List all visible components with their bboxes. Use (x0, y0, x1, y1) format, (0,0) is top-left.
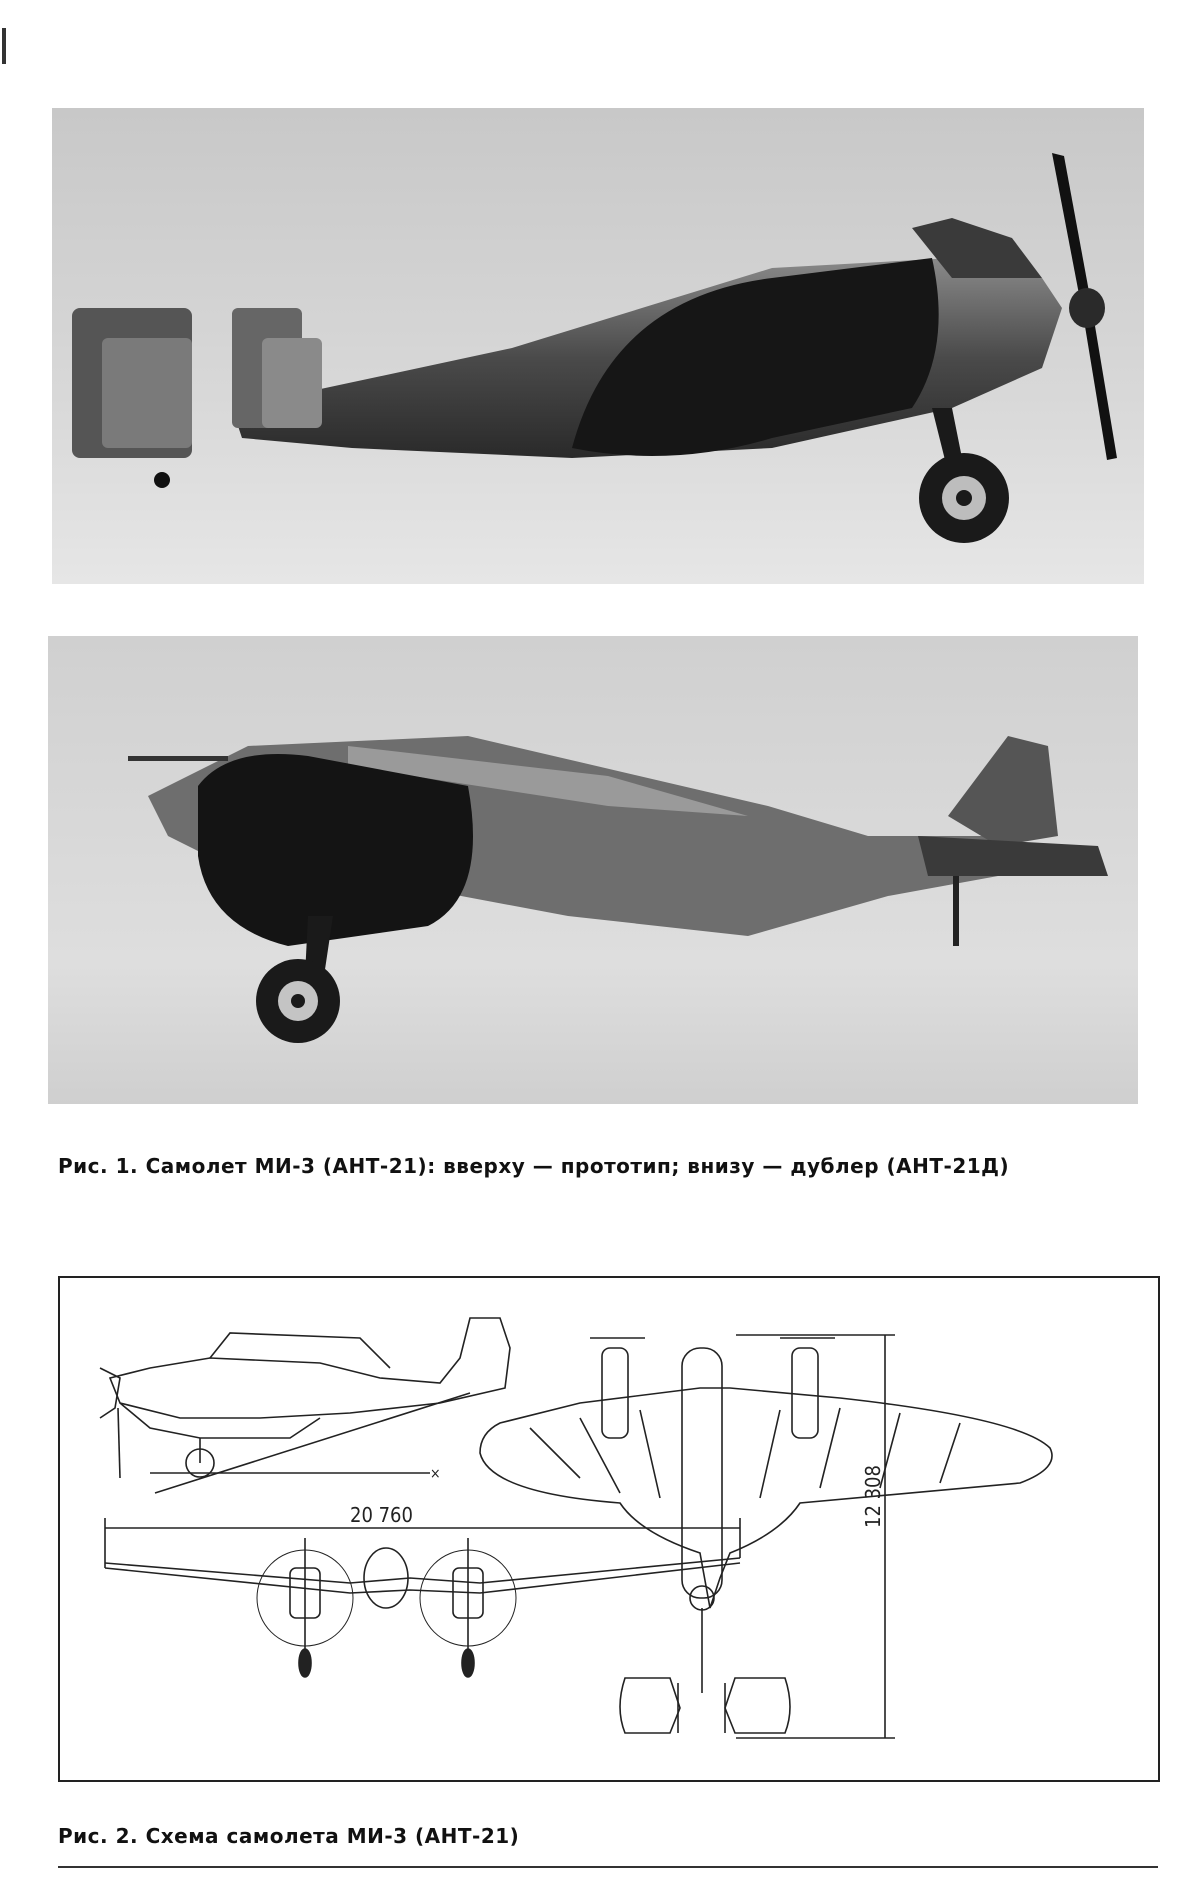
bottom-rule (58, 1866, 1158, 1868)
side-view (100, 1318, 510, 1493)
photo-prototype (52, 108, 1144, 584)
photo-doubler (48, 636, 1138, 1104)
margin-mark (2, 28, 6, 64)
top-view (480, 1335, 1052, 1738)
svg-text:×: × (430, 1466, 441, 1482)
front-view (105, 1503, 740, 1677)
figure-1-caption: Рис. 1. Самолет МИ-3 (АНТ-21): вверху — прототип; внизу — дублер (АНТ-21Д) (58, 1154, 1010, 1178)
wingspan-label: 20 760 (350, 1503, 413, 1527)
length-label: 12 308 (861, 1465, 885, 1528)
three-view-drawing (58, 1276, 1160, 1782)
figure-2-caption: Рис. 2. Схема самолета МИ-3 (АНТ-21) (58, 1824, 520, 1848)
